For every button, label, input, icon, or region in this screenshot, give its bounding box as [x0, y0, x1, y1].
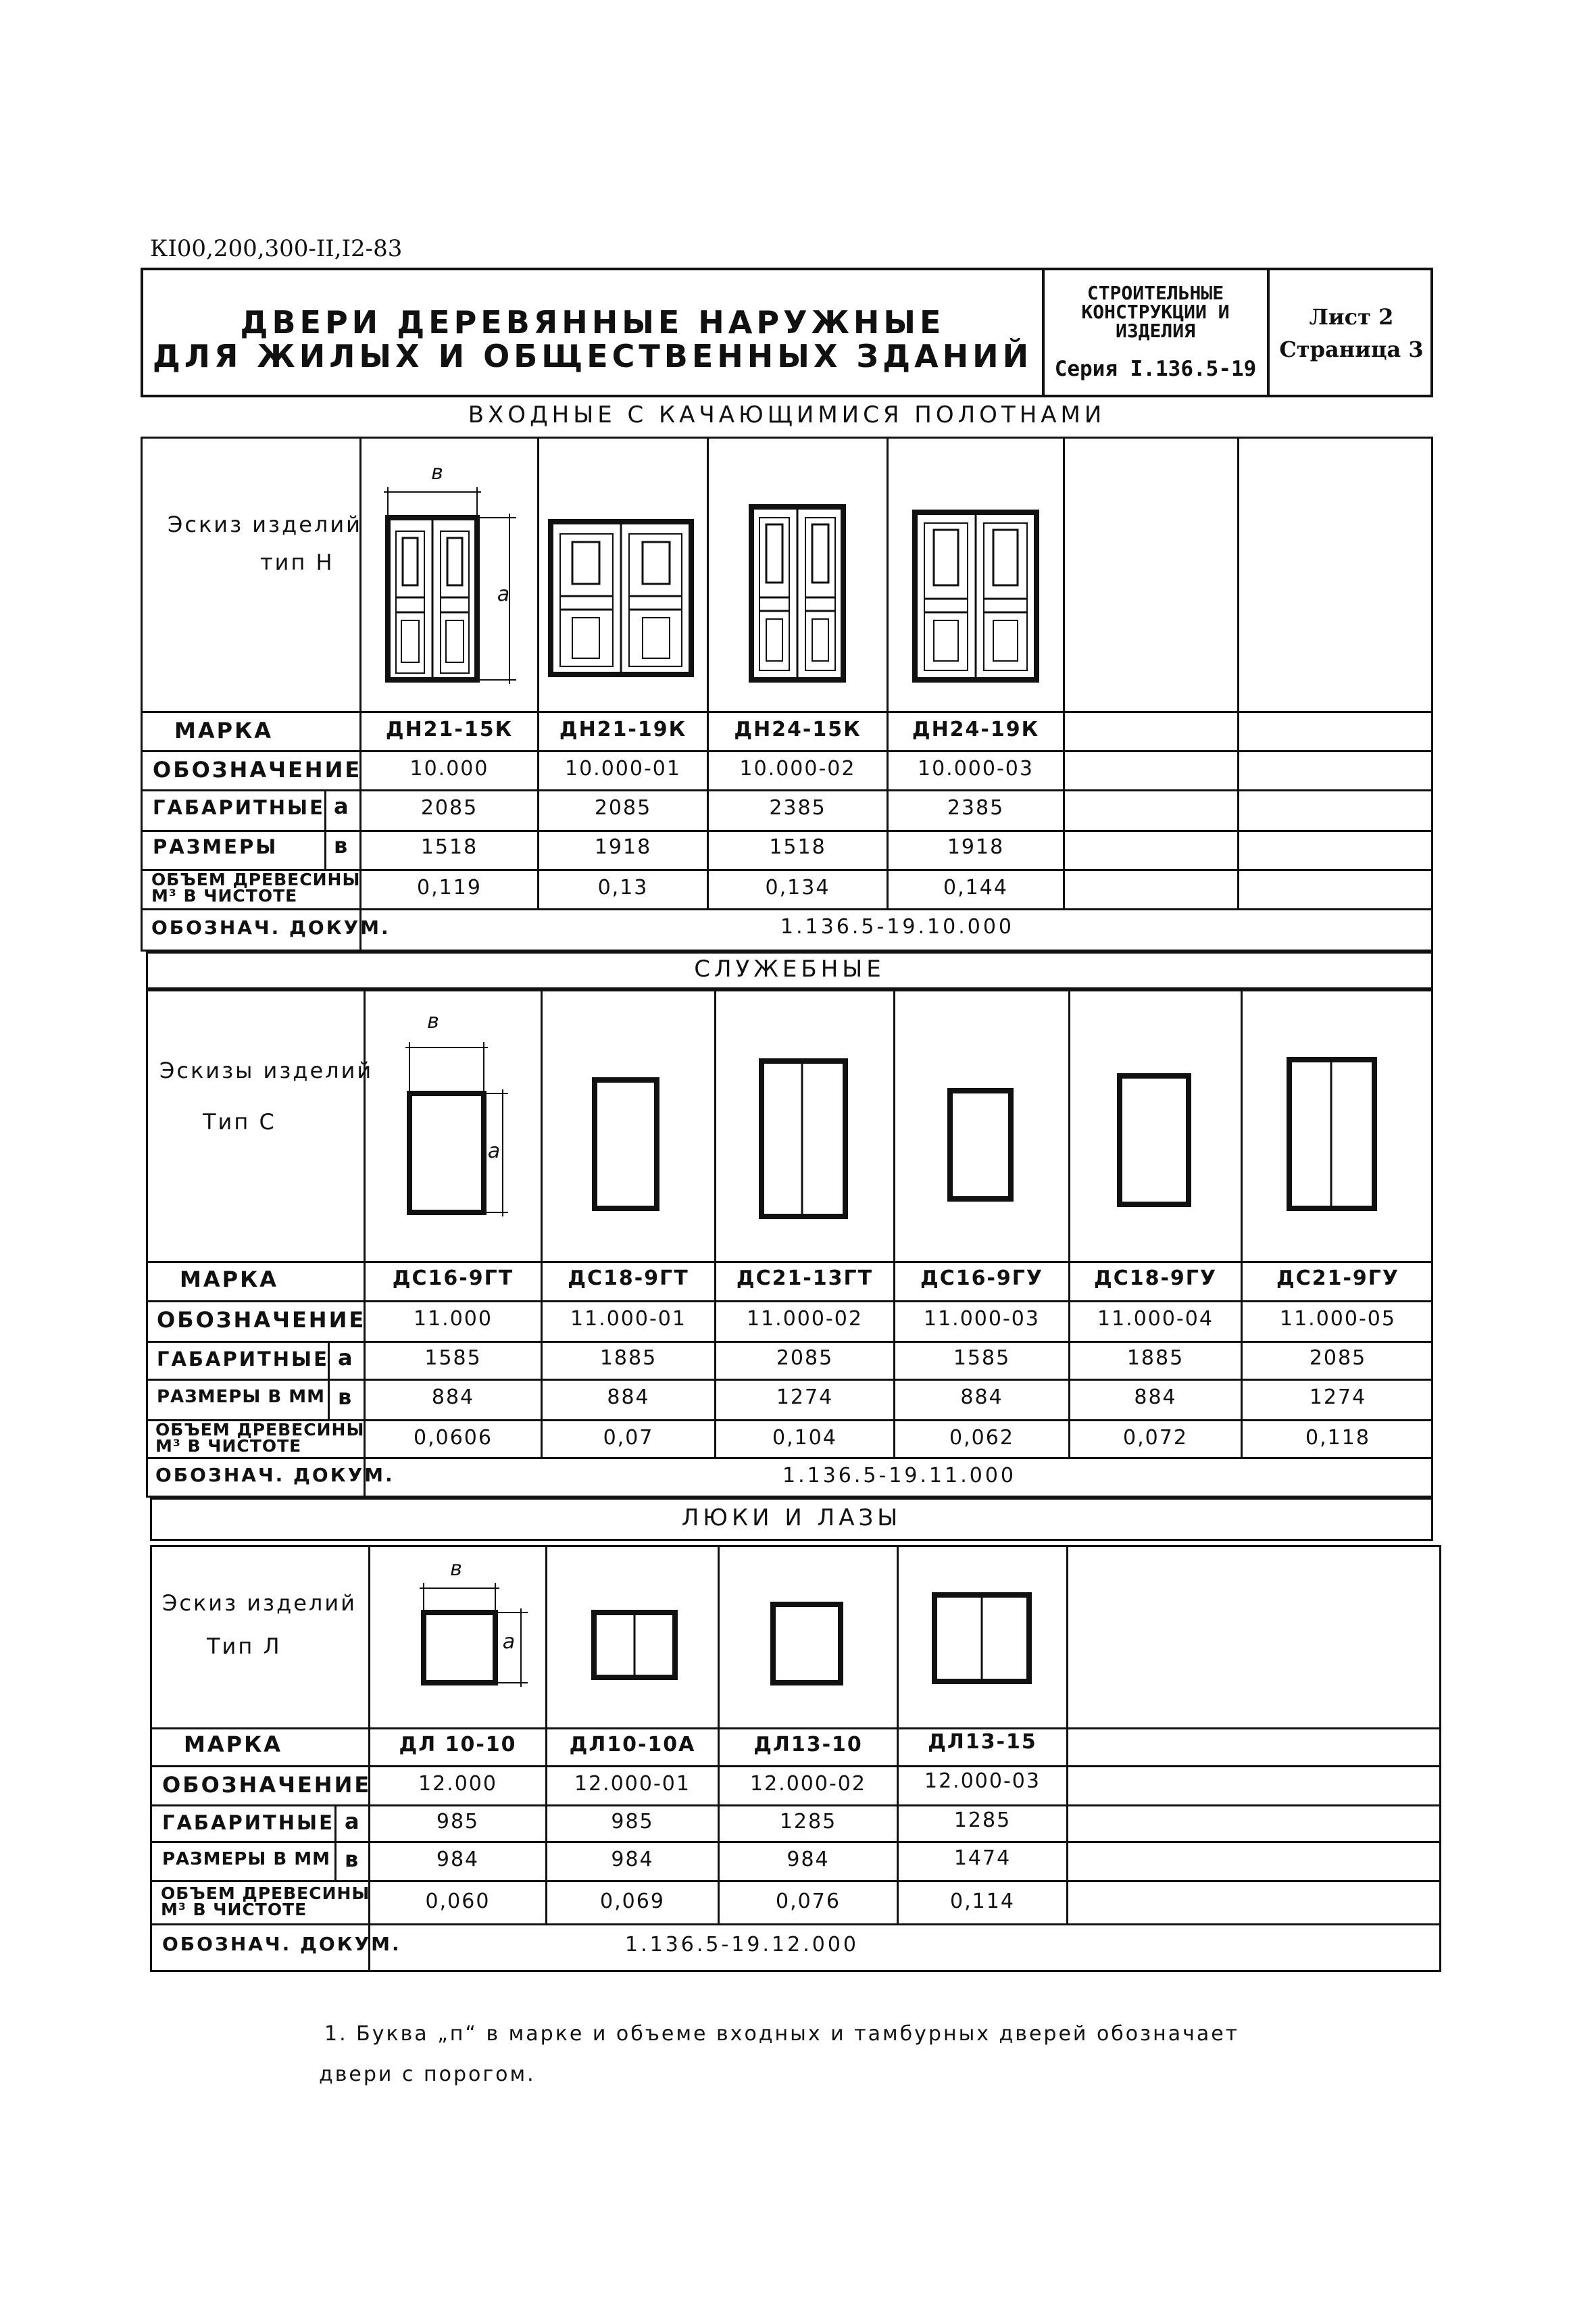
- dim-a-cell: 985: [611, 1810, 654, 1833]
- dim-b-cell: 884: [1134, 1385, 1177, 1409]
- series-label: Серия I.136.5-19: [1054, 357, 1257, 381]
- volume-cell: 0,104: [772, 1426, 837, 1450]
- sketch-dim-b: в: [427, 1010, 441, 1033]
- door-sketch-ds18-9gt: [541, 989, 714, 1261]
- volume-cell: 0,069: [600, 1890, 665, 1913]
- row-label-volume-1: ОБЪЕМ ДРЕВЕСИНЫ: [155, 1420, 365, 1439]
- dim-a-cell: 2085: [776, 1346, 834, 1370]
- title-divider: [1267, 270, 1270, 395]
- dim-b-cell: 1474: [953, 1846, 1012, 1870]
- door-sketch-dn21-19k: [537, 437, 707, 711]
- mark-cell: ДН24-19К: [912, 718, 1040, 741]
- row-label-doc: ОБОЗНАЧ. ДОКУМ.: [151, 916, 391, 939]
- sketch-label: Эскиз изделий: [168, 512, 362, 537]
- mark-cell: ДЛ13-15: [928, 1730, 1037, 1754]
- dim-a-cell: 1885: [1126, 1346, 1184, 1370]
- designation-cell: 11.000-01: [570, 1307, 687, 1331]
- doc-designation: 1.136.5-19.12.000: [624, 1933, 859, 1956]
- volume-cell: 0,13: [597, 876, 649, 900]
- sketch-dim-b: в: [431, 461, 445, 485]
- volume-cell: 0,118: [1305, 1426, 1370, 1450]
- sketch-type: Тип Л: [207, 1633, 282, 1659]
- page-label: Страница 3: [1279, 337, 1424, 362]
- row-label-mark: МАРКА: [180, 1266, 278, 1292]
- row-label-b: в: [345, 1846, 361, 1872]
- category-line-3: ИЗДЕЛИЯ: [1115, 320, 1195, 342]
- dim-b-cell: 1274: [1309, 1385, 1367, 1409]
- category-line-2: КОНСТРУКЦИИ И: [1081, 301, 1230, 323]
- hatch-sketch-dl10-10a: [545, 1545, 718, 1727]
- door-sketch-ds21-13gt: [714, 989, 893, 1261]
- designation-cell: 12.000: [418, 1772, 497, 1796]
- dim-b-cell: 1518: [769, 835, 826, 859]
- volume-cell: 0,134: [765, 876, 830, 900]
- row-label-volume-2: М³ В ЧИСТОТЕ: [151, 886, 298, 906]
- sheet-label: Лист 2: [1309, 304, 1394, 330]
- mark-cell: ДС21-13ГТ: [736, 1266, 874, 1290]
- dim-a-cell: 2085: [594, 796, 652, 820]
- dim-b-cell: 884: [431, 1385, 475, 1409]
- section-title-service: СЛУЖЕБНЫЕ: [694, 956, 885, 983]
- row-label-doc: ОБОЗНАЧ. ДОКУМ.: [155, 1464, 395, 1486]
- row-label-dim-1: ГАБАРИТНЫЕ: [162, 1811, 334, 1834]
- designation-cell: 12.000-01: [574, 1772, 691, 1796]
- volume-cell: 0,060: [425, 1890, 491, 1913]
- row-label-volume-2: М³ В ЧИСТОТЕ: [161, 1900, 307, 1919]
- title-line-2: ДЛЯ ЖИЛЫХ И ОБЩЕСТВЕННЫХ ЗДАНИЙ: [152, 338, 1033, 374]
- row-label-volume-2: М³ В ЧИСТОТЕ: [155, 1436, 302, 1456]
- section-title-entrance: ВХОДНЫЕ С КАЧАЮЩИМИСЯ ПОЛОТНАМИ: [468, 401, 1106, 428]
- dim-a-cell: 1585: [424, 1346, 482, 1370]
- row-label-doc: ОБОЗНАЧ. ДОКУМ.: [162, 1933, 401, 1955]
- dim-b-cell: 1518: [420, 835, 478, 859]
- sketch-type: Тип С: [203, 1109, 276, 1135]
- volume-cell: 0,119: [417, 876, 482, 900]
- dim-a-cell: 2085: [1309, 1346, 1367, 1370]
- document-code: КI00,200,300-II,I2-83: [150, 235, 403, 262]
- designation-cell: 11.000-05: [1280, 1307, 1396, 1331]
- row-label-mark: МАРКА: [174, 718, 273, 743]
- dim-b-cell: 1918: [594, 835, 652, 859]
- door-sketch-ds18-9gu: [1068, 989, 1241, 1261]
- dim-b-cell: 884: [607, 1385, 650, 1409]
- row-label-b: в: [334, 833, 350, 858]
- dim-a-cell: 1585: [953, 1346, 1011, 1370]
- designation-cell: 11.000: [414, 1307, 493, 1331]
- dim-a-cell: 2385: [947, 796, 1005, 820]
- mark-cell: ДС21-9ГУ: [1276, 1266, 1400, 1290]
- dim-b-cell: 984: [436, 1848, 480, 1871]
- row-label-dim-2: РАЗМЕРЫ: [153, 835, 278, 858]
- row-label-dim-1: ГАБАРИТНЫЕ: [157, 1348, 329, 1371]
- row-label-designation: ОБОЗНАЧЕНИЕ: [153, 757, 362, 783]
- dim-a-cell: 2385: [769, 796, 826, 820]
- door-sketch-ds21-9gu: [1241, 989, 1433, 1261]
- row-label-dim-1: ГАБАРИТНЫЕ: [153, 796, 325, 819]
- sketch-label: Эскизы изделий: [159, 1058, 374, 1083]
- row-label-mark: МАРКА: [184, 1731, 282, 1757]
- volume-cell: 0,072: [1123, 1426, 1188, 1450]
- hatch-sketch-dl13-10: [718, 1545, 897, 1727]
- sketch-dim-a: а: [502, 1630, 517, 1654]
- designation-cell: 10.000-01: [565, 757, 681, 781]
- dim-a-cell: 2085: [420, 796, 478, 820]
- dim-b-cell: 884: [960, 1385, 1003, 1409]
- mark-cell: ДЛ 10-10: [399, 1733, 517, 1756]
- dim-a-cell: 1285: [953, 1808, 1012, 1832]
- row-label-b: в: [338, 1384, 354, 1410]
- volume-cell: 0,114: [950, 1890, 1015, 1913]
- row-label-dim-2: РАЗМЕРЫ В ММ: [157, 1387, 325, 1407]
- mark-cell: ДН21-15К: [385, 718, 514, 741]
- title-block: [141, 268, 1433, 397]
- designation-cell: 12.000-02: [750, 1772, 866, 1796]
- footnote-line-2: двери с порогом.: [319, 2063, 536, 2086]
- doc-designation: 1.136.5-19.11.000: [782, 1464, 1016, 1487]
- row-label-designation: ОБОЗНАЧЕНИЕ: [162, 1772, 372, 1798]
- volume-cell: 0,076: [776, 1890, 841, 1913]
- row-label-designation: ОБОЗНАЧЕНИЕ: [157, 1307, 366, 1333]
- category-line-1: СТРОИТЕЛЬНЫЕ: [1087, 282, 1224, 304]
- sketch-type: тип Н: [260, 549, 334, 575]
- designation-cell: 10.000-03: [918, 757, 1034, 781]
- sketch-dim-b: в: [450, 1557, 464, 1581]
- dim-a-cell: 985: [436, 1810, 480, 1833]
- title-line-1: ДВЕРИ ДЕРЕВЯННЫЕ НАРУЖНЫЕ: [240, 304, 945, 341]
- section-title-hatches: ЛЮКИ И ЛАЗЫ: [681, 1504, 902, 1531]
- door-sketch-dn24-15k: [707, 437, 887, 711]
- dim-b-cell: 1274: [776, 1385, 834, 1409]
- dim-a-cell: 1285: [779, 1810, 837, 1833]
- door-sketch-ds16-9gu: [893, 989, 1068, 1261]
- mark-cell: ДЛ13-10: [753, 1733, 863, 1756]
- mark-cell: ДН24-15К: [734, 718, 862, 741]
- designation-cell: 10.000-02: [739, 757, 856, 781]
- designation-cell: 11.000-03: [924, 1307, 1040, 1331]
- volume-cell: 0,0606: [414, 1426, 493, 1450]
- dim-b-cell: 1918: [947, 835, 1005, 859]
- door-sketch-dn24-19k: [887, 437, 1063, 711]
- row-label-a: а: [334, 793, 351, 819]
- row-label-a: а: [345, 1808, 361, 1834]
- volume-cell: 0,144: [943, 876, 1008, 900]
- designation-cell: 11.000-02: [747, 1307, 863, 1331]
- designation-cell: 10.000: [409, 757, 489, 781]
- sketch-label: Эскиз изделий: [162, 1590, 357, 1616]
- row-label-volume-1: ОБЪЕМ ДРЕВЕСИНЫ: [161, 1884, 370, 1903]
- hatch-sketch-dl13-15: [897, 1545, 1066, 1727]
- dim-b-cell: 984: [787, 1848, 830, 1871]
- row-label-volume-1: ОБЪЕМ ДРЕВЕСИНЫ: [151, 870, 361, 889]
- footnote: [319, 2014, 1240, 2095]
- mark-cell: ДС16-9ГУ: [920, 1266, 1044, 1290]
- dim-b-cell: 984: [611, 1848, 654, 1871]
- volume-cell: 0,062: [949, 1426, 1014, 1450]
- row-label-dim-2: РАЗМЕРЫ В ММ: [162, 1849, 330, 1869]
- door-sketch-ds16-9gt: [364, 989, 541, 1261]
- doc-designation: 1.136.5-19.10.000: [780, 915, 1014, 939]
- mark-cell: ДЛ10-10А: [569, 1733, 696, 1756]
- mark-cell: ДН21-19К: [559, 718, 687, 741]
- footnote-line-1: 1. Буква „п“ в марке и объеме входных и тамбурных дверей обозначает: [324, 2022, 1240, 2046]
- volume-cell: 0,07: [603, 1426, 654, 1450]
- designation-cell: 11.000-04: [1097, 1307, 1214, 1331]
- mark-cell: ДС18-9ГТ: [568, 1266, 689, 1290]
- mark-cell: ДС18-9ГУ: [1093, 1266, 1218, 1290]
- designation-cell: 12.000-03: [924, 1769, 1041, 1793]
- dim-a-cell: 1885: [599, 1346, 657, 1370]
- row-label-a: а: [338, 1345, 355, 1371]
- sketch-dim-a: а: [487, 1139, 502, 1163]
- sketch-dim-a: а: [497, 583, 512, 606]
- mark-cell: ДС16-9ГТ: [392, 1266, 514, 1290]
